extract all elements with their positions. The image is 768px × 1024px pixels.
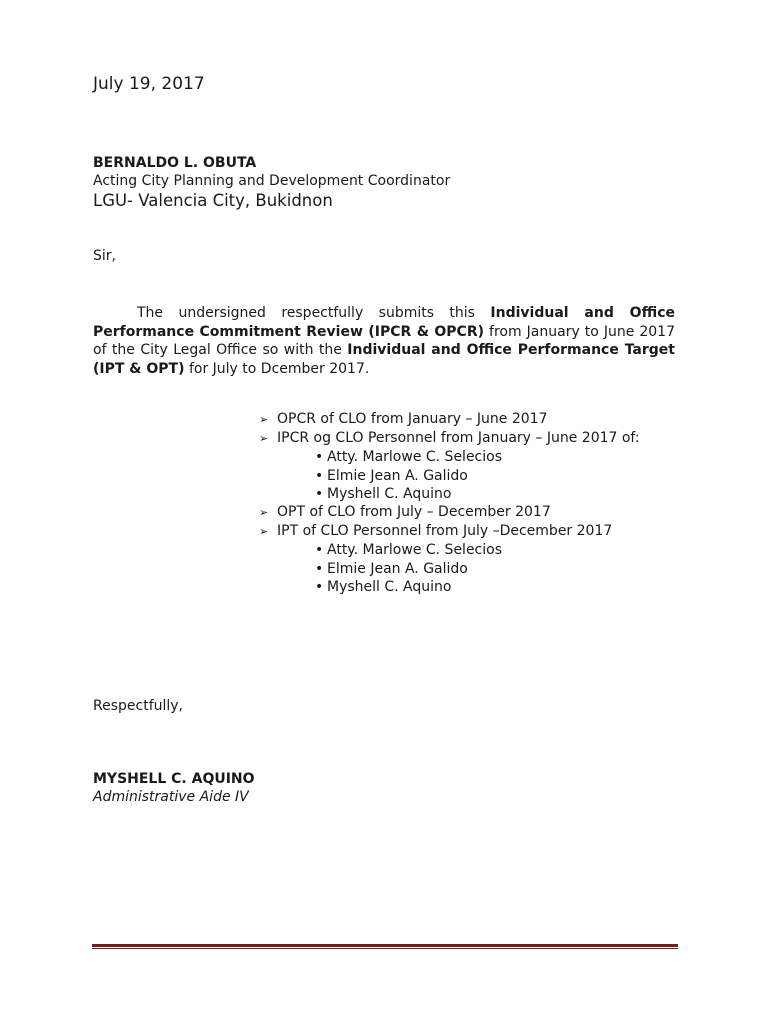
- footer-rule: [92, 944, 678, 947]
- sub-list-item: • Elmie Jean A. Galido: [315, 467, 468, 484]
- salutation: Sir,: [93, 248, 116, 264]
- body-text-1: The undersigned respectfully submits this: [137, 305, 491, 321]
- body-text-2: from January to June 2017 of the City Legal Office so with the: [93, 323, 675, 358]
- letter-date: July 19, 2017: [93, 74, 205, 94]
- body-text-3: for July to Dcember 2017.: [184, 360, 370, 377]
- sub-list-item: • Myshell C. Aquino: [315, 578, 452, 595]
- bullet-icon: •: [315, 449, 324, 466]
- recipient-name: BERNALDO L. OBUTA: [93, 155, 257, 171]
- bullet-icon: •: [315, 578, 324, 595]
- body-bold-2: Individual and Office Performance Target (IPT & OPT): [93, 342, 675, 377]
- list-item: ➢ OPT of CLO from July – December 2017: [259, 503, 640, 522]
- arrow-bullet-icon: ➢: [259, 525, 269, 539]
- bullet-icon: •: [315, 560, 324, 577]
- bullet-icon: •: [315, 485, 324, 502]
- recipient-office: LGU- Valencia City, Bukidnon: [93, 191, 333, 210]
- signer-name: MYSHELL C. AQUINO: [93, 771, 255, 787]
- sub-list-item: • Atty. Marlowe C. Selecios: [315, 449, 503, 466]
- footer-rule-thin: [92, 948, 678, 949]
- arrow-bullet-icon: ➢: [259, 432, 269, 446]
- signer-title: Administrative Aide IV: [93, 789, 249, 805]
- body-paragraph: [93, 304, 675, 378]
- arrow-bullet-icon: ➢: [259, 413, 269, 426]
- recipient-position: Acting City Planning and Development Coordinator: [93, 173, 451, 189]
- bullet-icon: •: [315, 542, 324, 559]
- enclosure-list: [259, 410, 640, 596]
- list-item: ➢ IPT of CLO Personnel from July –December 2017 • Atty. Marlowe C. Selecios • Elmie Jean A. Galido • Myshell C. Aquino: [259, 522, 640, 596]
- list-item: ➢ OPCR of CLO from January – June 2017: [259, 410, 640, 429]
- sub-list: [259, 448, 640, 503]
- sub-list-item: • Atty. Marlowe C. Selecios: [315, 542, 503, 559]
- arrow-bullet-icon: ➢: [259, 506, 269, 520]
- sub-list: [259, 541, 640, 596]
- recipient-block: [93, 154, 450, 212]
- closing: Respectfully,: [93, 698, 184, 714]
- sub-list-item: • Myshell C. Aquino: [315, 485, 452, 502]
- body-bold-1: Individual and Office Performance Commitment Review (IPCR & OPCR): [93, 305, 675, 340]
- signer-block: [93, 770, 255, 806]
- sub-list-item: • Elmie Jean A. Galido: [315, 560, 468, 577]
- bullet-icon: •: [315, 467, 324, 484]
- list-item: ➢ IPCR og CLO Personnel from January – June 2017 of: • Atty. Marlowe C. Selecios • Elmie Jean A. Galido • Myshell C. Aquino: [259, 430, 640, 502]
